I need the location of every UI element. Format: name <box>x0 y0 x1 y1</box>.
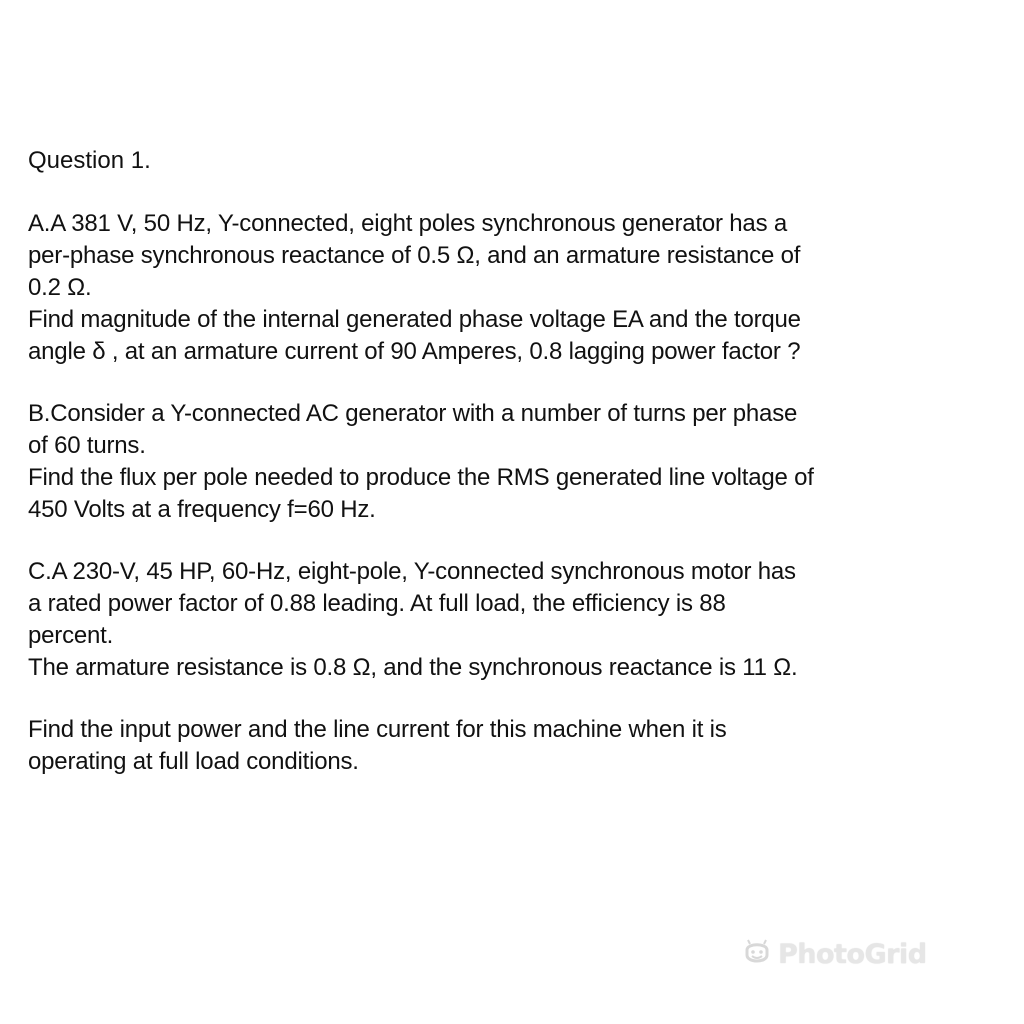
question-title: Question 1. <box>28 147 151 174</box>
photogrid-logo-icon <box>742 939 772 969</box>
part-a <box>28 208 988 368</box>
part-c-line: C.A 230-V, 45 HP, 60-Hz, eight-pole, Y-connected synchronous motor has <box>28 558 796 585</box>
part-a-line: A.A 381 V, 50 Hz, Y-connected, eight poles synchronous generator has a <box>28 210 787 237</box>
part-b-line: Find the flux per pole needed to produce the RMS generated line voltage of <box>28 464 814 491</box>
part-b-line: 450 Volts at a frequency f=60 Hz. <box>28 496 376 523</box>
photogrid-watermark <box>742 934 927 974</box>
part-a-line: per-phase synchronous reactance of 0.5 Ω, and an armature resistance of <box>28 242 801 269</box>
part-a-line: Find magnitude of the internal generated phase voltage EA and the torque <box>28 306 801 333</box>
part-c-line: Find the input power and the line current for this machine when it is <box>28 716 727 743</box>
part-c-line: a rated power factor of 0.88 leading. At full load, the efficiency is 88 <box>28 590 726 617</box>
part-c-line: The armature resistance is 0.8 Ω, and the synchronous reactance is 11 Ω. <box>28 654 798 681</box>
part-b-line: of 60 turns. <box>28 432 146 459</box>
part-b-line: B.Consider a Y-connected AC generator with a number of turns per phase <box>28 400 798 427</box>
watermark-text: PhotoGrid <box>778 938 927 970</box>
part-c-line: operating at full load conditions. <box>28 748 359 775</box>
part-a-line: 0.2 Ω. <box>28 274 92 301</box>
part-a-line: angle δ , at an armature current of 90 Amperes, 0.8 lagging power factor ? <box>28 338 801 365</box>
part-c-line: percent. <box>28 622 114 649</box>
part-b <box>28 398 988 526</box>
document-body <box>28 144 988 778</box>
part-c <box>28 556 988 778</box>
